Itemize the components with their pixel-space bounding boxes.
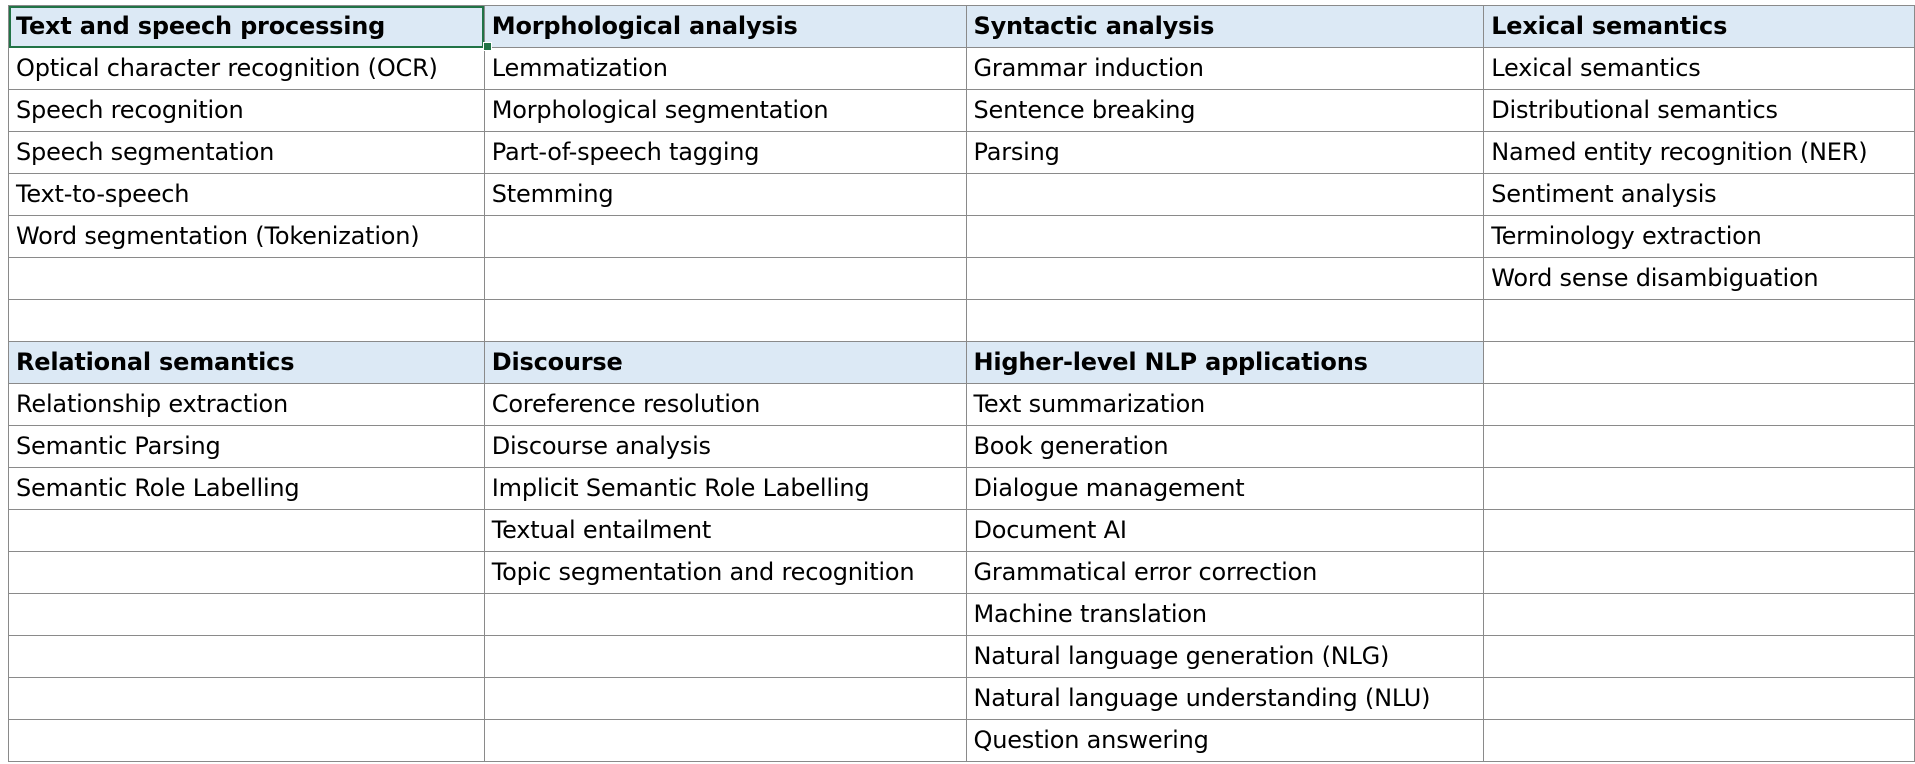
table-row xyxy=(9,300,1915,342)
cell-a3[interactable]: Speech recognition xyxy=(9,90,485,132)
cell-d16[interactable] xyxy=(1484,636,1915,678)
cell-d11[interactable] xyxy=(1484,426,1915,468)
cell-d1[interactable]: Lexical semantics xyxy=(1484,6,1915,48)
cell-d9[interactable] xyxy=(1484,342,1915,384)
cell-d13[interactable] xyxy=(1484,510,1915,552)
table-row xyxy=(9,258,1915,300)
cell-c5[interactable] xyxy=(966,174,1484,216)
cell-c8[interactable] xyxy=(966,300,1484,342)
cell-c17[interactable]: Natural language understanding (NLU) xyxy=(966,678,1484,720)
cell-d10[interactable] xyxy=(1484,384,1915,426)
cell-a15[interactable] xyxy=(9,594,485,636)
cell-c13[interactable]: Document AI xyxy=(966,510,1484,552)
cell-a6[interactable]: Word segmentation (Tokenization) xyxy=(9,216,485,258)
cell-c10[interactable]: Text summarization xyxy=(966,384,1484,426)
cell-a10[interactable]: Relationship extraction xyxy=(9,384,485,426)
cell-a18[interactable] xyxy=(9,720,485,762)
cell-b9[interactable]: Discourse xyxy=(484,342,966,384)
cell-b3[interactable]: Morphological segmentation xyxy=(484,90,966,132)
cell-b4[interactable]: Part-of-speech tagging xyxy=(484,132,966,174)
table-row xyxy=(9,720,1915,762)
cell-a16[interactable] xyxy=(9,636,485,678)
cell-c7[interactable] xyxy=(966,258,1484,300)
cell-c11[interactable]: Book generation xyxy=(966,426,1484,468)
cell-b14[interactable]: Topic segmentation and recognition xyxy=(484,552,966,594)
cell-d7[interactable]: Word sense disambiguation xyxy=(1484,258,1915,300)
table-row xyxy=(9,594,1915,636)
cell-a5[interactable]: Text-to-speech xyxy=(9,174,485,216)
header-row xyxy=(9,342,1915,384)
cell-c2[interactable]: Grammar induction xyxy=(966,48,1484,90)
cell-b17[interactable] xyxy=(484,678,966,720)
table-row xyxy=(9,216,1915,258)
table-row xyxy=(9,510,1915,552)
cell-c6[interactable] xyxy=(966,216,1484,258)
table-row xyxy=(9,678,1915,720)
table-row xyxy=(9,132,1915,174)
cell-d12[interactable] xyxy=(1484,468,1915,510)
cell-a13[interactable] xyxy=(9,510,485,552)
cell-b13[interactable]: Textual entailment xyxy=(484,510,966,552)
cell-d2[interactable]: Lexical semantics xyxy=(1484,48,1915,90)
cell-a12[interactable]: Semantic Role Labelling xyxy=(9,468,485,510)
cell-d4[interactable]: Named entity recognition (NER) xyxy=(1484,132,1915,174)
cell-a4[interactable]: Speech segmentation xyxy=(9,132,485,174)
cell-d18[interactable] xyxy=(1484,720,1915,762)
table-row xyxy=(9,174,1915,216)
cell-a14[interactable] xyxy=(9,552,485,594)
cell-b18[interactable] xyxy=(484,720,966,762)
cell-c16[interactable]: Natural language generation (NLG) xyxy=(966,636,1484,678)
cell-c9[interactable]: Higher-level NLP applications xyxy=(966,342,1484,384)
cell-c3[interactable]: Sentence breaking xyxy=(966,90,1484,132)
cell-b11[interactable]: Discourse analysis xyxy=(484,426,966,468)
cell-b10[interactable]: Coreference resolution xyxy=(484,384,966,426)
table-row xyxy=(9,636,1915,678)
cell-b5[interactable]: Stemming xyxy=(484,174,966,216)
cell-b7[interactable] xyxy=(484,258,966,300)
header-row xyxy=(9,6,1915,48)
table-row xyxy=(9,384,1915,426)
cell-b8[interactable] xyxy=(484,300,966,342)
cell-b15[interactable] xyxy=(484,594,966,636)
cell-d6[interactable]: Terminology extraction xyxy=(1484,216,1915,258)
cell-b1[interactable]: Morphological analysis xyxy=(484,6,966,48)
cell-a11[interactable]: Semantic Parsing xyxy=(9,426,485,468)
table-row xyxy=(9,552,1915,594)
cell-c18[interactable]: Question answering xyxy=(966,720,1484,762)
spreadsheet-grid xyxy=(8,5,1915,762)
cell-a7[interactable] xyxy=(9,258,485,300)
cell-a2[interactable]: Optical character recognition (OCR) xyxy=(9,48,485,90)
cell-c12[interactable]: Dialogue management xyxy=(966,468,1484,510)
cell-c15[interactable]: Machine translation xyxy=(966,594,1484,636)
cell-d14[interactable] xyxy=(1484,552,1915,594)
table-row xyxy=(9,90,1915,132)
cell-a9[interactable]: Relational semantics xyxy=(9,342,485,384)
cell-a8[interactable] xyxy=(9,300,485,342)
cell-d17[interactable] xyxy=(1484,678,1915,720)
table-row xyxy=(9,468,1915,510)
cell-b2[interactable]: Lemmatization xyxy=(484,48,966,90)
cell-c4[interactable]: Parsing xyxy=(966,132,1484,174)
cell-c1[interactable]: Syntactic analysis xyxy=(966,6,1484,48)
table-row xyxy=(9,426,1915,468)
table-row xyxy=(9,48,1915,90)
cell-b12[interactable]: Implicit Semantic Role Labelling xyxy=(484,468,966,510)
cell-a1[interactable]: Text and speech processing xyxy=(9,6,485,48)
cell-a17[interactable] xyxy=(9,678,485,720)
cell-b6[interactable] xyxy=(484,216,966,258)
cell-c14[interactable]: Grammatical error correction xyxy=(966,552,1484,594)
cell-d15[interactable] xyxy=(1484,594,1915,636)
fill-handle[interactable] xyxy=(483,42,492,51)
cell-b16[interactable] xyxy=(484,636,966,678)
cell-d3[interactable]: Distributional semantics xyxy=(1484,90,1915,132)
cell-d5[interactable]: Sentiment analysis xyxy=(1484,174,1915,216)
cell-d8[interactable] xyxy=(1484,300,1915,342)
